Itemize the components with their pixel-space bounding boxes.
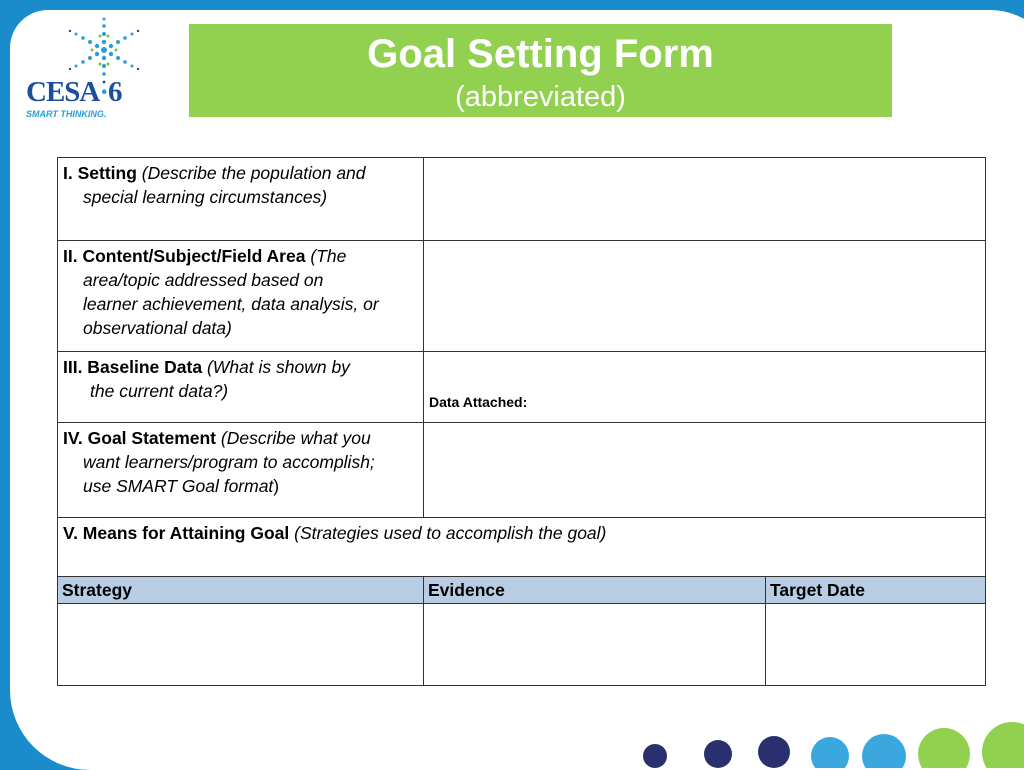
content-area-input[interactable] bbox=[424, 241, 986, 352]
goal-statement-row bbox=[58, 423, 986, 518]
plan-header-row bbox=[58, 577, 986, 604]
evidence-header: Evidence bbox=[424, 577, 766, 604]
content-area-label: II. Content/Subject/Field Area (The area/topic addressed based on learner achievement, data analysis, or observational data) bbox=[58, 241, 424, 352]
footer-dots-decoration bbox=[640, 718, 1024, 768]
goal-statement-label: IV. Goal Statement (Describe what you want learners/program to accomplish; use SMART Goal format) bbox=[58, 423, 424, 518]
data-attached-label: Data Attached: bbox=[429, 394, 528, 410]
goal-statement-input[interactable] bbox=[424, 423, 986, 518]
baseline-input[interactable] bbox=[424, 352, 986, 423]
strategy-input[interactable] bbox=[58, 604, 424, 686]
baseline-label: III. Baseline Data (What is shown by the current data?) bbox=[58, 352, 424, 423]
target-date-header: Target Date bbox=[766, 577, 986, 604]
page-title: Goal Setting Form bbox=[367, 32, 714, 76]
page-subtitle: (abbreviated) bbox=[455, 81, 626, 113]
setting-row bbox=[58, 158, 986, 241]
cesa-logo bbox=[22, 14, 142, 124]
title-banner bbox=[189, 24, 892, 117]
logo-wordmark: CESA·6 bbox=[26, 76, 122, 108]
content-area-row bbox=[58, 241, 986, 352]
baseline-row bbox=[58, 352, 986, 423]
plan-row bbox=[58, 604, 986, 686]
evidence-input[interactable] bbox=[424, 604, 766, 686]
target-date-input[interactable] bbox=[766, 604, 986, 686]
setting-label: I. Setting (Describe the population and special learning circumstances) bbox=[58, 158, 424, 241]
means-row bbox=[58, 518, 986, 577]
strategy-header: Strategy bbox=[58, 577, 424, 604]
goal-form-table bbox=[57, 157, 986, 686]
logo-tagline: SMART THINKING. bbox=[26, 109, 107, 119]
means-label: V. Means for Attaining Goal (Strategies used to accomplish the goal) bbox=[58, 518, 986, 577]
setting-input[interactable] bbox=[424, 158, 986, 241]
